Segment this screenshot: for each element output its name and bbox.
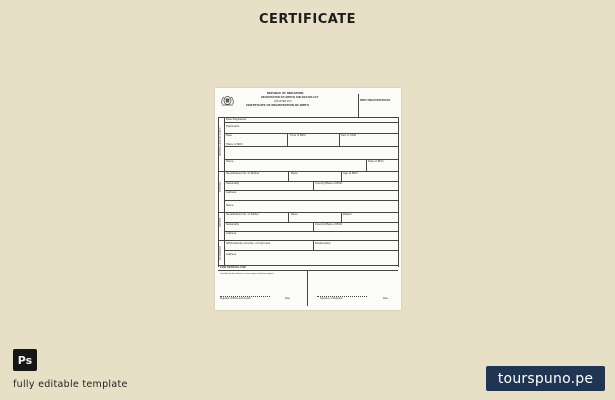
- form-title: CERTIFICATE OF REGISTRATION OF BIRTH: [246, 103, 309, 107]
- section-mother-label: MOTHER: [219, 181, 222, 192]
- chapter-heading: (CHAPTER 267): [274, 100, 292, 103]
- act-heading: REGISTRATION OF BIRTHS AND DEATHS ACT: [261, 96, 319, 99]
- mother-nationality-label: Nationality: [226, 181, 240, 185]
- photoshop-icon: Ps: [13, 349, 37, 371]
- mother-country-label: Country/Place of Birth: [315, 181, 343, 185]
- child-dob-label: Date of Birth: [368, 159, 384, 163]
- father-country-label: Country/Place of Birth: [315, 222, 343, 226]
- father-nationality-label: Nationality: [226, 222, 240, 226]
- father-address-label: Address: [226, 231, 237, 235]
- footer-date-label: Date: [285, 298, 290, 300]
- birth-registration-no-label: BIRTH REGISTRATION NO.: [360, 99, 391, 102]
- section-informant-label: INFORMANT: [219, 245, 222, 260]
- father-dialect-label: Dialect: [343, 212, 352, 216]
- child-name-label: Name: [226, 159, 234, 163]
- brand-logo[interactable]: tourspuno.pe: [486, 366, 605, 391]
- section-child-label: PARTICULARS OF CHILD: [219, 127, 222, 156]
- date-label: Date: [226, 133, 232, 137]
- registrar-label: Registrar of Births and Deaths: [220, 298, 251, 300]
- date-registered-label: Date Registered: [226, 117, 247, 121]
- place-of-birth-label: Place of Birth: [226, 142, 243, 146]
- seal-date-label: Date: [383, 298, 388, 300]
- certify-text: I certify that the above is a true extract from the register: [220, 273, 274, 275]
- informant-relationship-label: Relationship: [315, 241, 331, 245]
- informant-address-label: Address: [226, 252, 237, 256]
- father-race-label: Race: [291, 212, 298, 216]
- section-father-label: FATHER: [219, 217, 222, 227]
- republic-heading: REPUBLIC OF SINGAPORE: [267, 91, 304, 95]
- mother-race-label: Race: [291, 171, 298, 175]
- sex-label: Sex of Child: [341, 133, 357, 137]
- seal-label: Signature of Registrar: [320, 298, 343, 300]
- page-title: CERTIFICATE: [258, 12, 357, 27]
- official-use-label: FOR OFFICIAL USE: [220, 265, 247, 269]
- mother-name-label: Name: [226, 203, 234, 207]
- coat-of-arms-icon: [219, 94, 236, 107]
- editable-caption: fully editable template: [13, 379, 128, 390]
- mother-id-label: Identification No. of Mother: [226, 171, 260, 175]
- father-id-label: Identification No. of Father: [226, 212, 259, 216]
- time-of-birth-label: Time of Birth: [290, 133, 306, 137]
- mother-address-label: Address: [226, 190, 237, 194]
- certificate-preview: [215, 88, 401, 310]
- mother-age-label: Age at Birth: [343, 171, 358, 175]
- informant-id-label: NRIC/Identity Card No. of Informant: [226, 241, 271, 245]
- particulars-label: Particulars: [226, 124, 240, 128]
